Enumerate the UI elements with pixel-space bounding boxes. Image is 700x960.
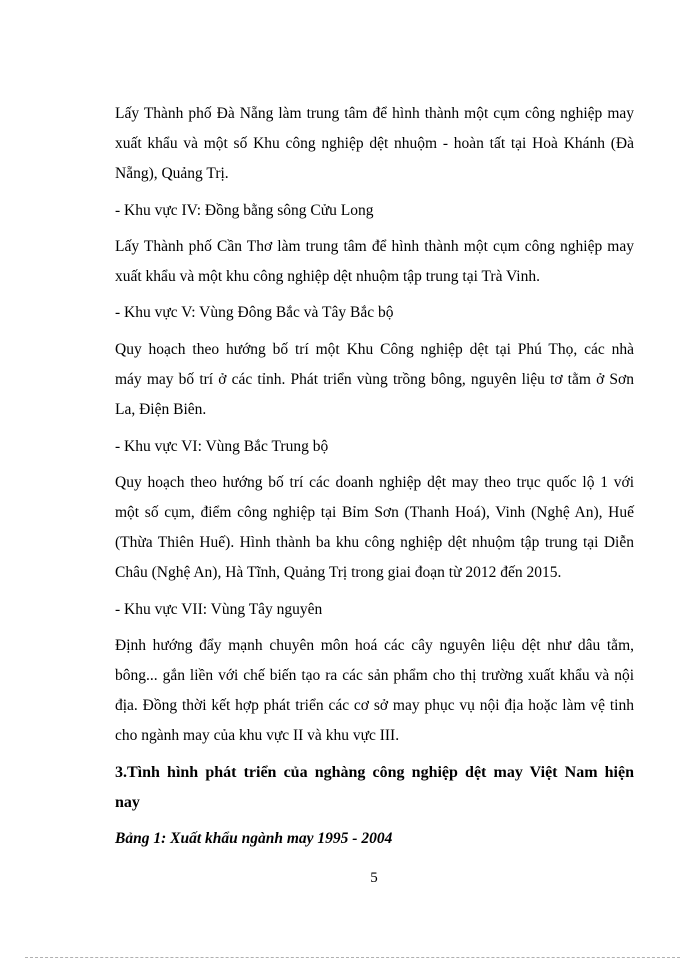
paragraph-line: bông... gắn liền với chế biến tạo ra các sản phẩm cho thị trường xuất khẩu và nội: [115, 667, 634, 684]
paragraph-line: Lấy Thành phố Đà Nẵng làm trung tâm để hình thành một cụm công nghiệp may: [115, 105, 634, 122]
paragraph-line: Nẵng), Quảng Trị.: [115, 165, 229, 182]
page-number: 5: [370, 870, 378, 886]
paragraph-line: xuất khẩu và một khu công nghiệp dệt nhuộm tập trung tại Trà Vinh.: [115, 268, 540, 285]
section-heading-continuation: nay: [115, 794, 140, 811]
region-heading: - Khu vực IV: Đồng bằng sông Cửu Long: [115, 202, 374, 219]
paragraph-line: địa. Đồng thời kết hợp phát triển các cơ sở may phục vụ nội địa hoặc làm vệ tinh: [115, 697, 634, 714]
paragraph-line: máy may bố trí ở các tỉnh. Phát triển vùng trồng bông, nguyên liệu tơ tằm ở Sơn: [115, 371, 634, 388]
paragraph-line: Định hướng đẩy mạnh chuyên môn hoá các cây nguyên liệu dệt như dâu tằm,: [115, 637, 634, 654]
region-heading: - Khu vực VII: Vùng Tây nguyên: [115, 601, 323, 618]
paragraph-line: Lấy Thành phố Cần Thơ làm trung tâm để hình thành một cụm công nghiệp may: [115, 238, 634, 255]
page-bottom-divider: [25, 957, 680, 958]
region-heading: - Khu vực VI: Vùng Bắc Trung bộ: [115, 438, 329, 455]
region-heading: - Khu vực V: Vùng Đông Bắc và Tây Bắc bộ: [115, 304, 394, 321]
paragraph-line: Châu (Nghệ An), Hà Tĩnh, Quảng Trị trong giai đoạn từ 2012 đến 2015.: [115, 564, 562, 581]
section-heading: 3.Tình hình phát triển của nghàng công nghiệp dệt may Việt Nam hiện: [115, 764, 634, 781]
table-caption: Bảng 1: Xuất khẩu ngành may 1995 - 2004: [115, 830, 393, 847]
paragraph-line: cho ngành may của khu vực II và khu vực III.: [115, 727, 400, 744]
paragraph-line: Quy hoạch theo hướng bố trí các doanh nghiệp dệt may theo trục quốc lộ 1 với: [115, 474, 634, 491]
paragraph-line: một số cụm, điểm công nghiệp tại Bỉm Sơn (Thanh Hoá), Vinh (Nghệ An), Huế: [115, 504, 634, 521]
paragraph-line: Quy hoạch theo hướng bố trí một Khu Công nghiệp dệt tại Phú Thọ, các nhà: [115, 341, 634, 358]
paragraph-line: La, Điện Biên.: [115, 401, 207, 418]
paragraph-line: (Thừa Thiên Huế). Hình thành ba khu công nghiệp dệt nhuộm tập trung tại Diễn: [115, 534, 634, 551]
paragraph-line: xuất khẩu và một số Khu công nghiệp dệt nhuộm - hoàn tất tại Hoà Khánh (Đà: [115, 135, 634, 152]
